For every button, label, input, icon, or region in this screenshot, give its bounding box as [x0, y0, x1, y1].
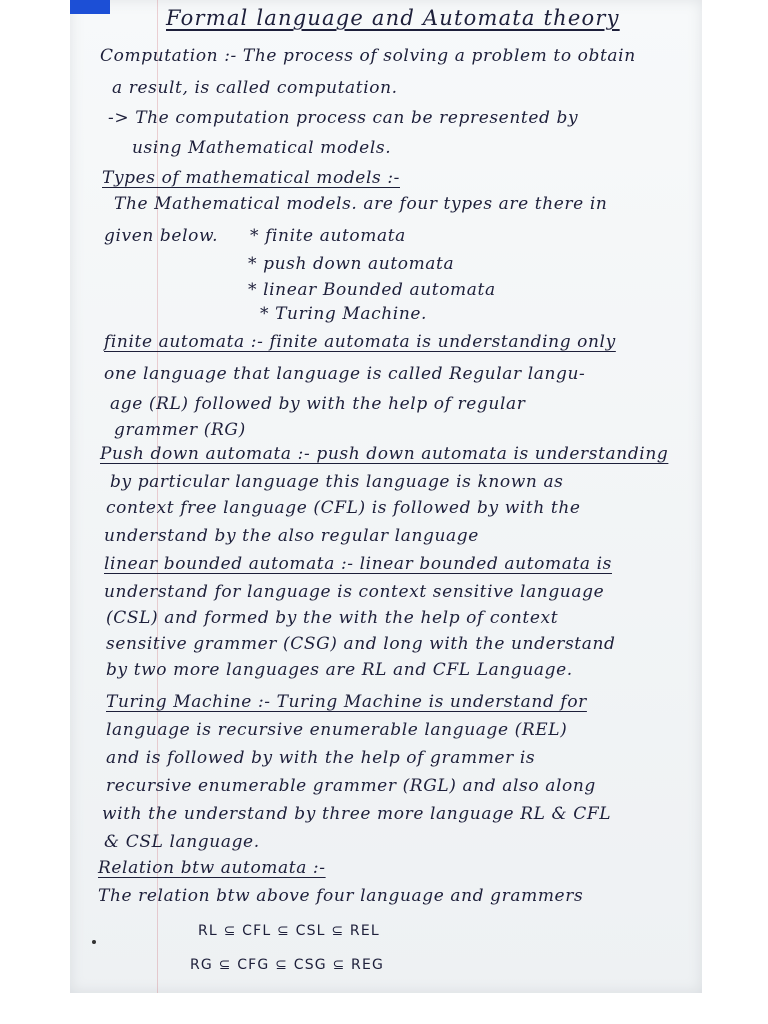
- text-line-finite-3: age (RL) followed by with the help of regular: [110, 394, 526, 414]
- page-title: Formal language and Automata theory: [166, 6, 620, 30]
- text-line-types-1: The Mathematical models. are four types are there in: [114, 194, 608, 214]
- text-line-pushdown-1: Push down automata :- push down automata is understanding: [100, 444, 669, 464]
- text-line-representation-1: -> The computation process can be represented by: [108, 108, 579, 128]
- text-line-linear-2: understand for language is context sensitive language: [104, 582, 605, 602]
- notebook-page: [70, 0, 702, 993]
- text-line-relation: The relation btw above four language and grammers: [98, 886, 584, 906]
- blue-corner-strip: [70, 0, 110, 14]
- text-line-linear-5: by two more languages are RL and CFL Language.: [106, 660, 573, 680]
- text-line-linear-3: (CSL) and formed by the with the help of context: [106, 608, 559, 628]
- text-line-finite-4: grammer (RG): [114, 420, 246, 440]
- relation-grammars: RG ⊆ CFG ⊆ CSG ⊆ REG: [190, 957, 385, 973]
- text-line-pushdown-2: by particular language this language is known as: [110, 472, 564, 492]
- list-item-linear-bounded-automata: * linear Bounded automata: [248, 280, 496, 300]
- text-line-turing-4: recursive enumerable grammer (RGL) and also along: [106, 776, 596, 796]
- text-line-computation-1: Computation :- The process of solving a problem to obtain: [100, 46, 636, 66]
- text-line-turing-3: and is followed by with the help of grammer is: [106, 748, 536, 768]
- text-line-turing-1: Turing Machine :- Turing Machine is understand for: [106, 692, 587, 712]
- text-line-turing-2: language is recursive enumerable language (REL): [106, 720, 568, 740]
- heading-types-of-models: Types of mathematical models :-: [102, 168, 400, 188]
- relation-languages: RL ⊆ CFL ⊆ CSL ⊆ REL: [198, 923, 380, 939]
- text-line-types-2: given below.: [104, 226, 219, 246]
- ink-dot: [92, 940, 96, 944]
- text-line-computation-2: a result, is called computation.: [112, 78, 398, 98]
- heading-relation: Relation btw automata :-: [98, 858, 326, 878]
- text-line-finite-2: one language that language is called Regular langu-: [104, 364, 586, 384]
- text-line-turing-6: & CSL language.: [104, 832, 260, 852]
- list-item-finite-automata: * finite automata: [250, 226, 406, 246]
- text-line-pushdown-3: context free language (CFL) is followed by with the: [106, 498, 581, 518]
- text-line-finite-1: finite automata :- finite automata is understanding only: [104, 332, 616, 352]
- list-item-turing-machine: * Turing Machine.: [260, 304, 428, 324]
- text-line-linear-1: linear bounded automata :- linear bounded automata is: [104, 554, 612, 574]
- text-line-pushdown-4: understand by the also regular language: [104, 526, 479, 546]
- text-line-linear-4: sensitive grammer (CSG) and long with the understand: [106, 634, 616, 654]
- list-item-push-down-automata: * push down automata: [248, 254, 455, 274]
- text-line-representation-2: using Mathematical models.: [132, 138, 392, 158]
- text-line-turing-5: with the understand by three more language RL & CFL: [102, 804, 612, 824]
